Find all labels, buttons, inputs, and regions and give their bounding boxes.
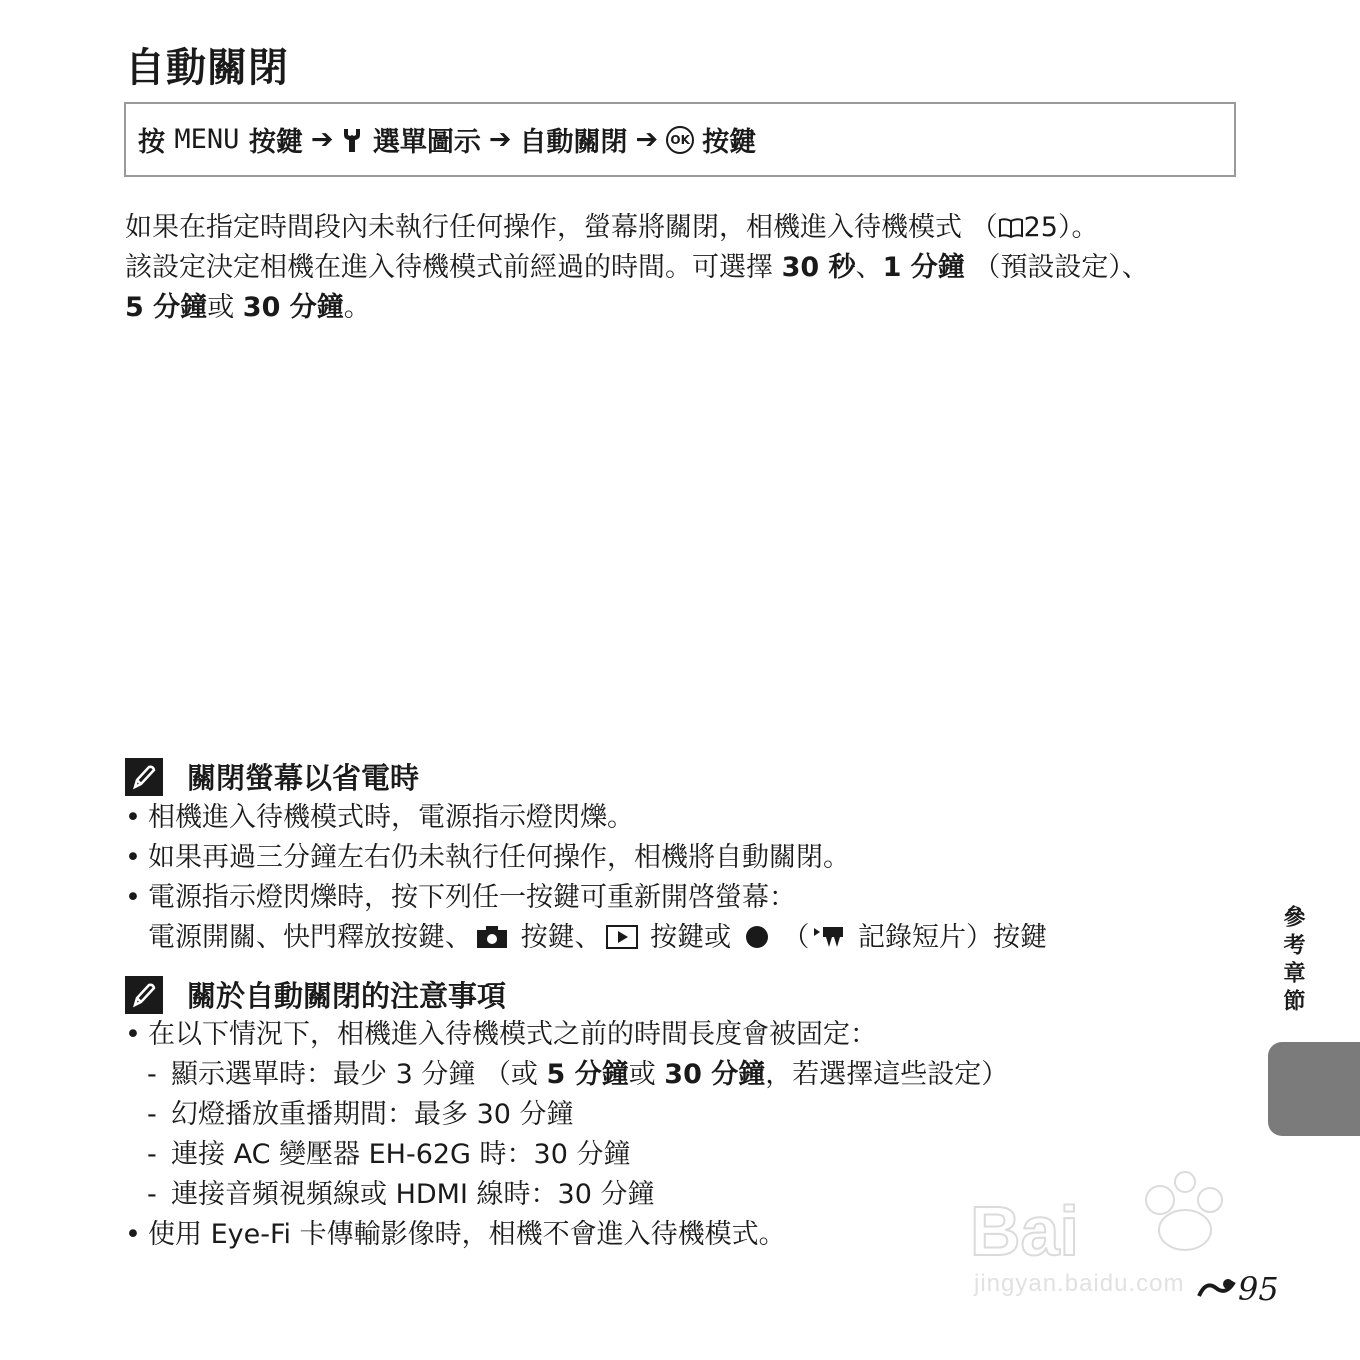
- option-30min: 30 分鐘: [242, 292, 344, 323]
- nav-key2: 按鍵: [702, 127, 757, 158]
- arrow-icon: ➔: [310, 124, 334, 155]
- text: 或: [628, 1059, 665, 1090]
- note2-heading: [125, 974, 506, 1015]
- intro-or: 或: [207, 292, 243, 323]
- text: ，若選擇這些設定）: [765, 1059, 1009, 1090]
- paw-logo-icon: [960, 1160, 1280, 1270]
- menu-button-label: MENU: [174, 124, 240, 155]
- intro-end: 。: [343, 292, 371, 323]
- nav-press: 按: [138, 127, 165, 158]
- book-icon: [998, 217, 1024, 239]
- intro-line2: 該設定決定相機在進入待機模式前經過的時間。可選擇: [125, 252, 782, 283]
- note2-heading-text: 關於自動關閉的注意事項: [187, 979, 507, 1013]
- intro-line1: 如果在指定時間段內未執行任何操作，螢幕將關閉，相機進入待機模式 （: [125, 212, 998, 243]
- section-tab-label: 參考章節: [1280, 905, 1305, 1017]
- ok-button-icon: OK: [666, 126, 694, 154]
- intro-default: （預設設定）、: [964, 252, 1149, 283]
- section-tab[interactable]: [1268, 1042, 1360, 1136]
- text: 顯示選單時：最少 3 分鐘 （或: [171, 1059, 547, 1090]
- nav-item: 自動關閉: [519, 127, 628, 158]
- text: 按鍵或: [641, 922, 740, 953]
- play-icon: [606, 925, 638, 949]
- option-5min: 5 分鐘: [125, 292, 208, 323]
- page-title: 自動關閉: [125, 45, 289, 91]
- watermark-url: jingyan.baidu.com: [974, 1270, 1185, 1297]
- intro-sep: 、: [855, 252, 883, 283]
- reference-section-icon: [1196, 1274, 1238, 1304]
- text: 按鍵、: [512, 922, 602, 953]
- menu-path-box: [124, 102, 1236, 177]
- list-item: [125, 878, 1245, 958]
- nav-key1: 按鍵: [248, 127, 303, 158]
- svg-text:Bai: Bai: [970, 1192, 1079, 1270]
- sub-item: [125, 1055, 1245, 1095]
- sub-item: - 連接 AC 變壓器 EH-62G 時：30 分鐘: [125, 1135, 1245, 1175]
- sub-item: - 連接音頻視頻線或 HDMI 線時：30 分鐘: [125, 1175, 1245, 1215]
- sub-item: - 幻燈播放重播期間：最多 30 分鐘: [125, 1095, 1245, 1135]
- list-item-text: • 電源指示燈閃爍時，按下列任一按鍵可重新開啓螢幕：: [148, 882, 796, 913]
- page-number: [1196, 1270, 1279, 1308]
- note-pencil-icon: [125, 976, 163, 1014]
- list-item-text-line2: [148, 918, 1245, 958]
- option-30min: 30 分鐘: [664, 1059, 766, 1090]
- list-item: • 使用 Eye-Fi 卡傳輸影像時，相機不會進入待機模式。: [125, 1215, 1245, 1255]
- list-item: • 在以下情況下，相機進入待機模式之前的時間長度會被固定：: [125, 1015, 1245, 1055]
- intro-line1-end: ）。: [1057, 212, 1099, 243]
- nav-menu-icon-label: 選單圖示: [372, 127, 481, 158]
- text: （: [773, 922, 810, 953]
- note-pencil-icon: [125, 758, 163, 796]
- wrench-icon: [341, 127, 363, 153]
- list-item: • 相機進入待機模式時，電源指示燈閃爍。: [125, 798, 1245, 838]
- option-5min: 5 分鐘: [546, 1059, 629, 1090]
- page-reference[interactable]: 25: [1023, 212, 1058, 243]
- option-1min: 1 分鐘: [882, 252, 965, 283]
- arrow-icon: ➔: [488, 124, 512, 155]
- camera-icon: [476, 925, 508, 949]
- note1-heading-text: 關閉螢幕以省電時: [187, 761, 420, 795]
- record-dot-icon: [744, 925, 770, 949]
- movie-icon: [813, 925, 845, 949]
- note1-list: [125, 798, 1245, 958]
- page-number-text: 95: [1238, 1270, 1279, 1308]
- text: 記錄短片）按鍵: [849, 922, 1047, 953]
- note1-heading: [125, 756, 419, 797]
- list-item: • 如果再過三分鐘左右仍未執行任何操作，相機將自動關閉。: [125, 838, 1245, 878]
- arrow-icon: ➔: [635, 124, 659, 155]
- option-30s: 30 秒: [781, 252, 856, 283]
- intro-paragraph: [125, 208, 1245, 328]
- text: 電源開關、快門釋放按鍵、: [148, 922, 472, 953]
